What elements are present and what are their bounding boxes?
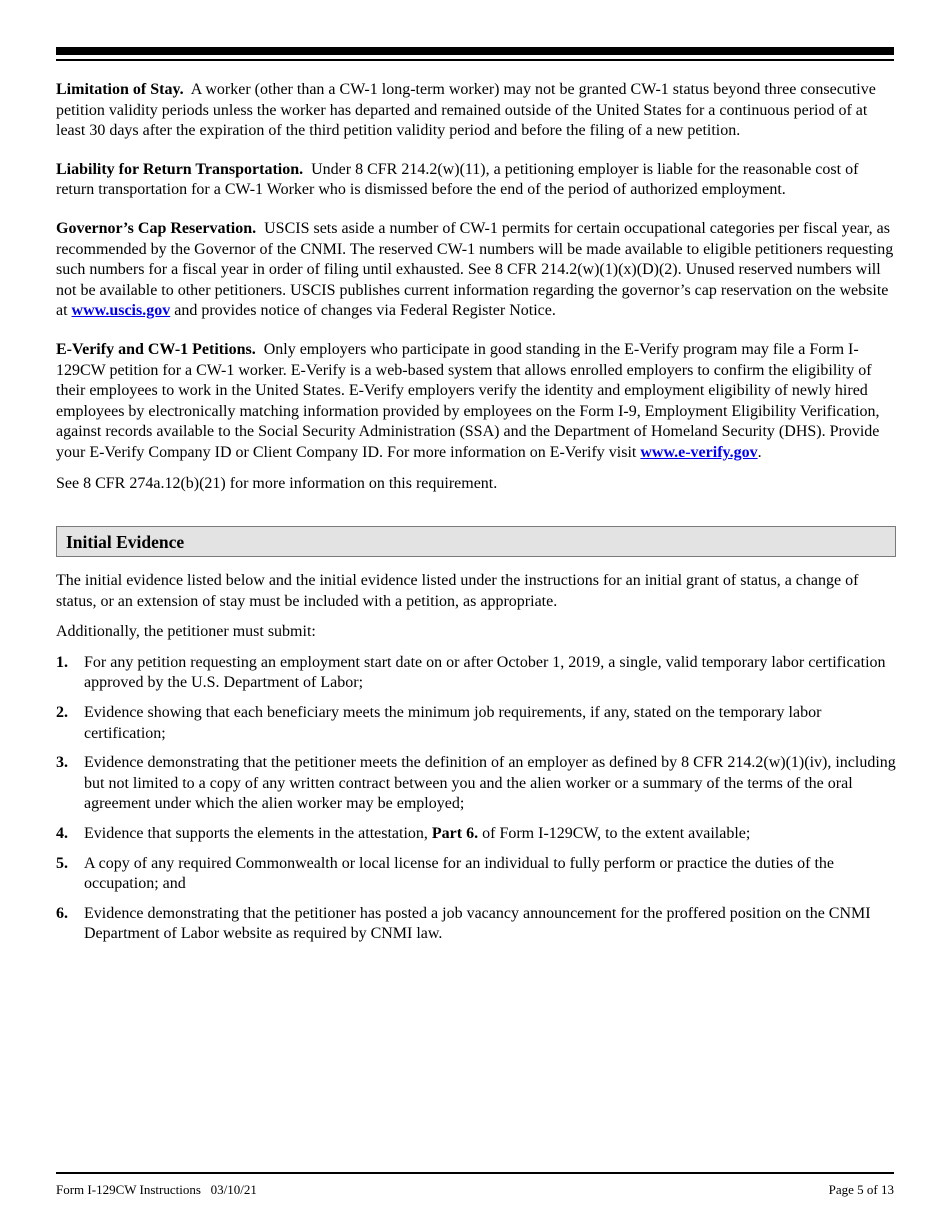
- list-number: 1.: [56, 653, 68, 671]
- footer-form-id: Form I-129CW Instructions 03/10/21: [56, 1182, 257, 1197]
- list-item: [56, 703, 896, 744]
- list-item: [56, 854, 896, 895]
- page-content: [56, 80, 896, 954]
- list-number: 5.: [56, 854, 68, 872]
- header-thin-rule: [56, 59, 894, 61]
- list-number: 6.: [56, 904, 68, 922]
- list-item: [56, 653, 896, 694]
- limitation-of-stay-paragraph: [56, 80, 896, 142]
- everify-paragraph: [56, 340, 896, 464]
- liability-text: Under 8 CFR 214.2(w)(11), a petitioning employer is liable for the reasonable cost of return transportation for a CW-1 Worker who is dismissed before the end of the period of authorized employment.: [56, 160, 859, 199]
- initial-evidence-header: Initial Evidence: [56, 526, 896, 557]
- list-number: 4.: [56, 825, 68, 843]
- governor-heading: Governor’s Cap Reservation.: [56, 219, 257, 237]
- evidence-list: [56, 653, 896, 945]
- list-text: A copy of any required Commonwealth or local license for an individual to fully perform or practice the duties of the occupation; and: [84, 854, 834, 893]
- everify-link[interactable]: www.e-verify.gov: [640, 443, 758, 461]
- additionally-text: Additionally, the petitioner must submit:: [56, 623, 316, 641]
- initial-evidence-intro: The initial evidence listed below and the initial evidence listed under the instructions for an initial grant of status, a change of status, or an extension of stay must be included with a petition, as appropriate.: [56, 572, 859, 610]
- list-text-before: Evidence that supports the elements in the attestation,: [84, 825, 428, 843]
- uscis-link[interactable]: www.uscis.gov: [71, 302, 171, 320]
- liability-paragraph: [56, 160, 896, 201]
- everify-text: Only employers who participate in good standing in the E-Verify program may file a Form I-129CW petition for a CW-1 worker. E-Verify is a web-based system that allows enrolled employers to confirm the eligibility of their employees to work in the United States. E-Verify employers verify the identity and employment eligibility of newly hired employees by electronically matching information provided by employees on the Form I-9, Employment Eligibility Verification, against records available to the Social Security Administration (SSA) and the Department of Homeland Security (DHS). Provide your E-Verify Company ID or Client Company ID. For more information on E-Verify visit: [56, 340, 880, 461]
- everify-heading: E-Verify and CW-1 Petitions.: [56, 340, 256, 358]
- list-number: 2.: [56, 704, 68, 722]
- footer-page-number: Page 5 of 13: [828, 1182, 894, 1197]
- list-text: Evidence demonstrating that the petitioner meets the definition of an employer as defined by 8 CFR 214.2(w)(1)(iv), including but not limited to a copy of any written contract between you and the alien worker or a summary of the terms of the oral agreement under which the alien worker may be employed;: [84, 754, 896, 813]
- governor-cap-paragraph: [56, 219, 896, 322]
- footer-rule: [56, 1172, 894, 1174]
- list-number: 3.: [56, 754, 68, 772]
- see-cfr-paragraph: See 8 CFR 274a.12(b)(21) for more information on this requirement.: [56, 474, 498, 492]
- list-item: [56, 753, 896, 815]
- part-6-reference: Part 6.: [431, 825, 479, 843]
- list-item: [56, 824, 896, 845]
- governor-text-after: and provides notice of changes via Federal Register Notice.: [174, 302, 556, 320]
- header-thick-rule: [56, 47, 894, 55]
- list-text: [84, 824, 896, 845]
- list-item: [56, 904, 896, 945]
- governor-text: USCIS sets aside a number of CW-1 permits for certain occupational categories per fiscal year, as recommended by the Governor of the CNMI. The reserved CW-1 numbers will be made available to eligible petitioners requesting such numbers for a fiscal year in order of filing until exhausted. See 8 CFR 214.2(w)(1)(x)(D)(2). Unused reserved numbers will not be available to other petitioners. USCIS publishes current information regarding the governor’s cap reservation on the website at: [56, 219, 894, 320]
- limitation-text: A worker (other than a CW-1 long-term worker) may not be granted CW-1 status beyond three consecutive petition validity periods unless the worker has departed and remained outside of the United States for a continuous period of at least 30 days after the expiration of the third petition validity period and before the filing of a new petition.: [56, 81, 876, 140]
- liability-heading: Liability for Return Transportation.: [56, 160, 304, 178]
- limitation-heading: Limitation of Stay.: [56, 81, 184, 98]
- list-text: Evidence showing that each beneficiary meets the minimum job requirements, if any, stated on the temporary labor certification;: [84, 704, 822, 742]
- list-text: Evidence demonstrating that the petitioner has posted a job vacancy announcement for the proffered position on the CNMI Department of Labor website as required by CNMI law.: [84, 904, 871, 943]
- list-text: For any petition requesting an employment start date on or after October 1, 2019, a single, valid temporary labor certification approved by the U.S. Department of Labor;: [84, 653, 886, 692]
- everify-text-after: .: [757, 443, 762, 461]
- list-text-after: of Form I-129CW, to the extent available;: [482, 825, 751, 843]
